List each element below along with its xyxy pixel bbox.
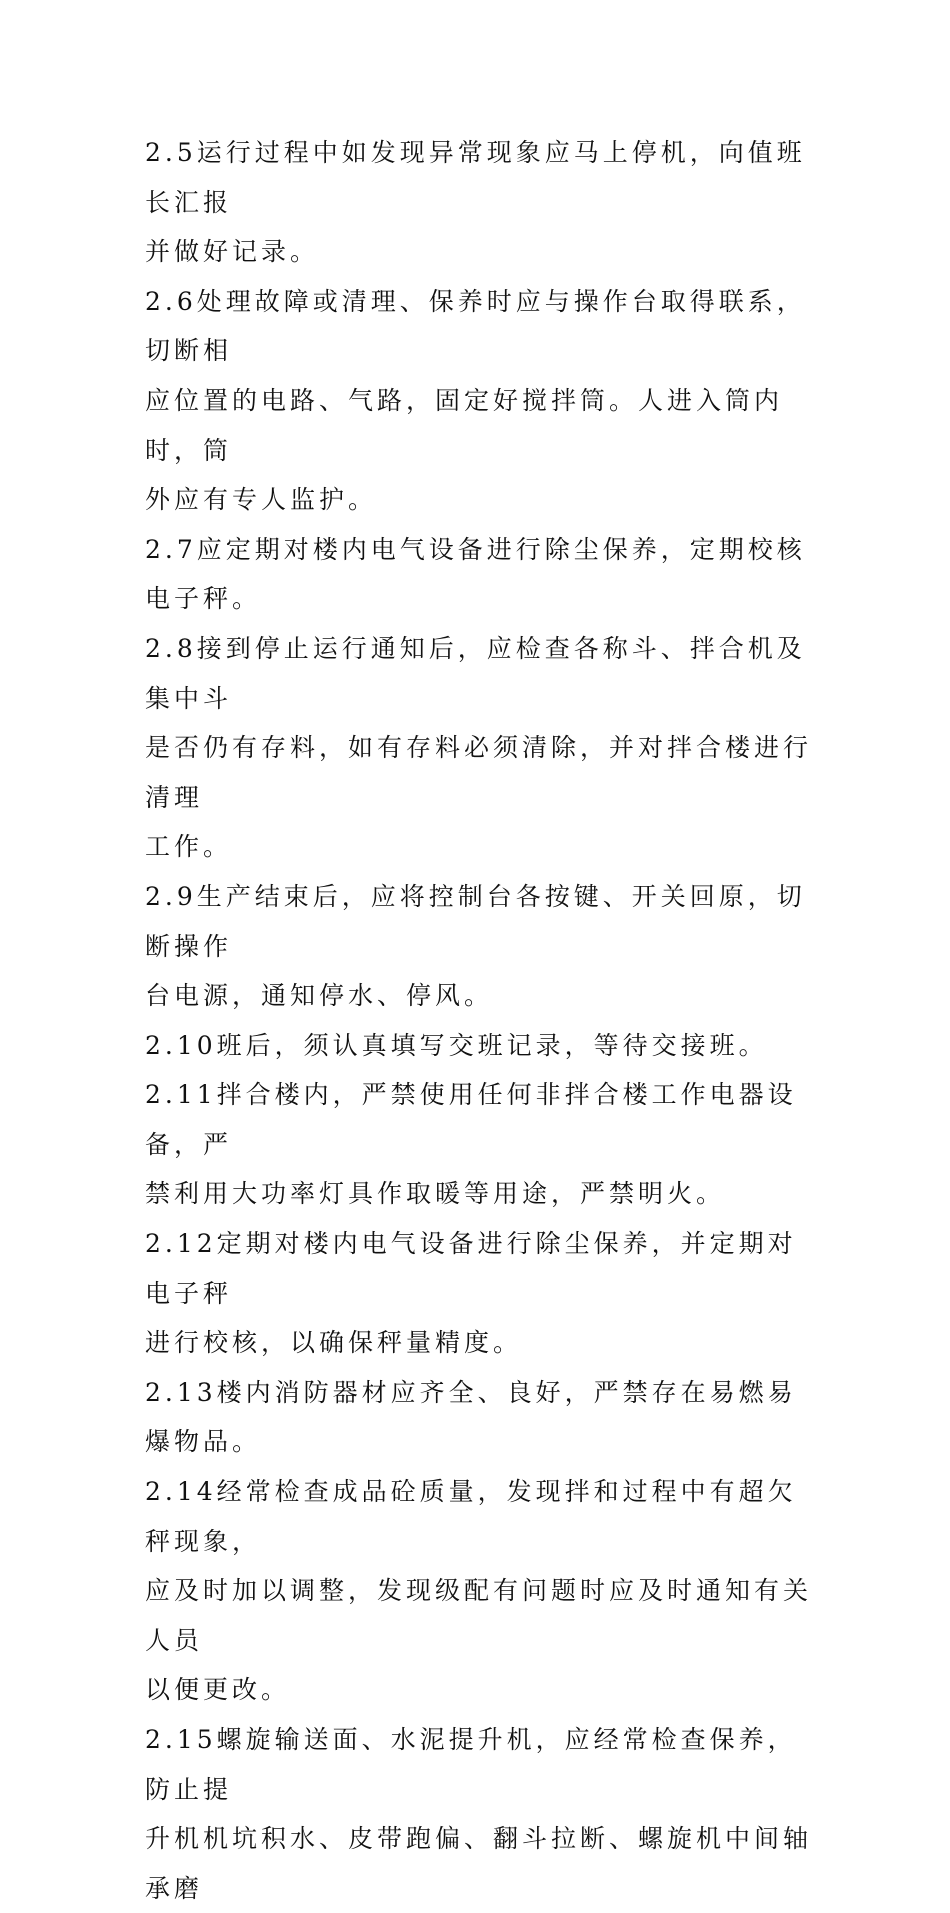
- paragraph-2-8: 2.8接到停止运行通知后，应检查各称斗、拌合机及集中斗 是否仍有存料，如有存料必须清除，并对拌合楼进行清理 工作。: [145, 633, 813, 862]
- document-body: [145, 128, 825, 1913]
- paragraph-2-13: 2.13楼内消防器材应齐全、良好，严禁存在易燃易爆物品。: [145, 1377, 797, 1457]
- paragraph-2-7: 2.7应定期对楼内电气设备进行除尘保养，定期校核电子秤。: [145, 534, 806, 614]
- paragraph-2-14: 2.14经常检查成品砼质量，发现拌和过程中有超欠秤现象， 应及时加以调整，发现级配有问题时应及时通知有关人员 以便更改。: [145, 1477, 813, 1705]
- paragraph-2-11: 2.11拌合楼内，严禁使用任何非拌合楼工作电器设备，严 禁利用大功率灯具作取暖等用途，严禁明火。: [145, 1080, 797, 1209]
- paragraph-2-10: 2.10班后，须认真填写交班记录，等待交接班。: [145, 1030, 768, 1060]
- paragraph-2-12: 2.12定期对楼内电气设备进行除尘保养，并定期对电子秤 进行校核，以确保秤量精度。: [145, 1229, 797, 1358]
- paragraph-2-5: 2.5运行过程中如发现异常现象应马上停机，向值班长汇报 并做好记录。: [145, 138, 806, 267]
- paragraph-2-6: 2.6处理故障或清理、保养时应与操作台取得联系，切断相 应位置的电路、气路，固定好搅拌筒。人进入筒内时，筒 外应有专人监护。: [145, 286, 806, 515]
- paragraph-2-15: 2.15螺旋输送面、水泥提升机，应经常检查保养，防止提 升机机坑积水、皮带跑偏、翻斗拉断、螺旋机中间轴承磨: [145, 1725, 813, 1903]
- paragraph-2-9: 2.9生产结束后，应将控制台各按键、开关回原，切断操作 台电源，通知停水、停风。: [145, 881, 806, 1011]
